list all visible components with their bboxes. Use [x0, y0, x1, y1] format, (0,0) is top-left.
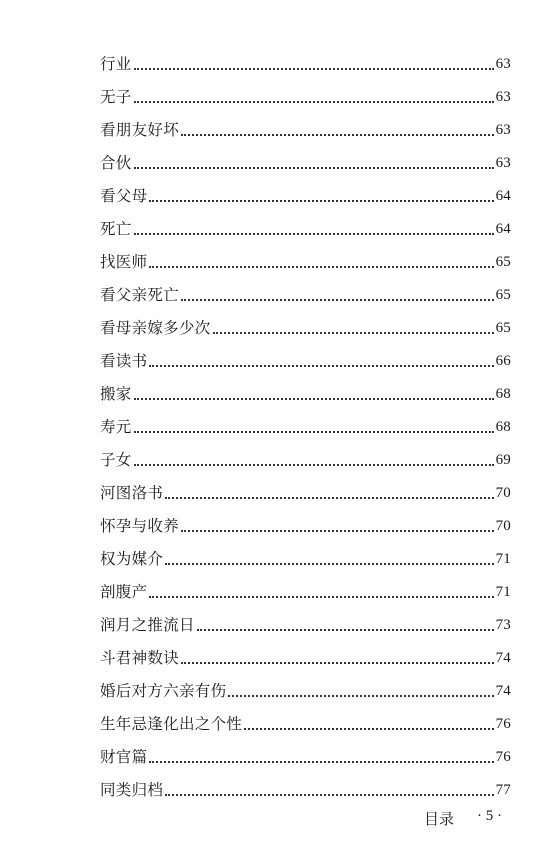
dot-leader — [134, 68, 494, 70]
dot-leader — [134, 167, 494, 169]
toc-entry-title: 生年忌逢化出之个性 — [100, 715, 243, 733]
toc-entry-page-number: 77 — [495, 782, 511, 798]
toc-entry[interactable] — [100, 340, 511, 373]
toc-entry-title: 搬家 — [100, 385, 132, 403]
toc-entry-title: 怀孕与收养 — [100, 517, 180, 535]
toc-entry[interactable] — [100, 505, 511, 538]
toc-entry-page-number: 71 — [495, 551, 511, 567]
toc-entry-title: 剖腹产 — [100, 583, 148, 601]
dot-leader — [149, 200, 493, 202]
toc-entry-page-number: 63 — [495, 122, 511, 138]
toc-entry-title: 看读书 — [100, 352, 148, 370]
footer-page-number: · 5 · — [477, 808, 502, 824]
dot-leader — [213, 332, 494, 334]
toc-entry-page-number: 69 — [495, 452, 511, 468]
dot-leader — [165, 794, 493, 796]
toc-entry-title: 财官篇 — [100, 748, 148, 766]
toc-entry-page-number: 63 — [495, 155, 511, 171]
toc-entry-page-number: 76 — [495, 749, 511, 765]
toc-entry-title: 同类归档 — [100, 781, 164, 799]
dot-leader — [134, 431, 494, 433]
toc-entry[interactable] — [100, 76, 511, 109]
toc-entry[interactable] — [100, 604, 511, 637]
dot-leader — [197, 629, 494, 631]
toc-entry-title: 无子 — [100, 88, 132, 106]
toc-entry[interactable] — [100, 274, 511, 307]
toc-entry-title: 子女 — [100, 451, 132, 469]
toc-entry[interactable] — [100, 703, 511, 736]
toc-entry[interactable] — [100, 736, 511, 769]
toc-entry-title: 找医师 — [100, 253, 148, 271]
toc-entry-title: 看父母 — [100, 187, 148, 205]
toc-entry[interactable] — [100, 307, 511, 340]
dot-leader — [149, 761, 493, 763]
toc-entry[interactable] — [100, 241, 511, 274]
toc-entry-page-number: 65 — [495, 287, 511, 303]
page-footer — [0, 808, 512, 832]
toc-entry-page-number: 65 — [495, 254, 511, 270]
toc-entry-title: 合伙 — [100, 154, 132, 172]
dot-leader — [181, 530, 494, 532]
toc-entry-title: 行业 — [100, 55, 132, 73]
toc-entry-page-number: 73 — [495, 617, 511, 633]
toc-entry-title: 寿元 — [100, 418, 132, 436]
toc-entry[interactable] — [100, 43, 511, 76]
toc-entry-title: 权为媒介 — [100, 550, 164, 568]
toc-entry-page-number: 74 — [495, 650, 511, 666]
toc-entry-title: 死亡 — [100, 220, 132, 238]
dot-leader — [149, 266, 493, 268]
dot-leader — [149, 365, 493, 367]
dot-leader — [228, 695, 493, 697]
toc-entry[interactable] — [100, 208, 511, 241]
dot-leader — [149, 596, 493, 598]
toc-entry-title: 斗君神数诀 — [100, 649, 180, 667]
toc-entry-page-number: 74 — [495, 683, 511, 699]
toc-entry-page-number: 63 — [495, 56, 511, 72]
toc-entry[interactable] — [100, 571, 511, 604]
toc-entry[interactable] — [100, 142, 511, 175]
toc-entry-title: 看父亲死亡 — [100, 286, 180, 304]
toc-entry-page-number: 76 — [495, 716, 511, 732]
toc-entry-page-number: 66 — [495, 353, 511, 369]
toc-entry-page-number: 70 — [495, 485, 511, 501]
toc-entry[interactable] — [100, 175, 511, 208]
dot-leader — [165, 563, 493, 565]
toc-entry[interactable] — [100, 538, 511, 571]
toc-entry-page-number: 65 — [495, 320, 511, 336]
dot-leader — [244, 728, 493, 730]
dot-leader — [181, 134, 494, 136]
toc-entry[interactable] — [100, 637, 511, 670]
dot-leader — [181, 662, 494, 664]
toc-entry[interactable] — [100, 769, 511, 802]
toc-entry-page-number: 68 — [495, 419, 511, 435]
toc-entry[interactable] — [100, 472, 511, 505]
toc-entry-page-number: 68 — [495, 386, 511, 402]
toc-entry[interactable] — [100, 373, 511, 406]
dot-leader — [134, 398, 494, 400]
toc-entry-page-number: 71 — [495, 584, 511, 600]
toc-entry[interactable] — [100, 109, 511, 142]
toc-entry-page-number: 64 — [495, 188, 511, 204]
dot-leader — [181, 299, 494, 301]
toc-entry-title: 河图洛书 — [100, 484, 164, 502]
toc-entry-title: 润月之推流日 — [100, 616, 195, 634]
toc-entry-page-number: 64 — [495, 221, 511, 237]
dot-leader — [134, 233, 494, 235]
toc-entry-page-number: 70 — [495, 518, 511, 534]
toc-entry[interactable] — [100, 670, 511, 703]
dot-leader — [134, 464, 494, 466]
toc-entry-title: 看母亲嫁多少次 — [100, 319, 211, 337]
dot-leader — [165, 497, 493, 499]
footer-section-label: 目录 — [424, 810, 455, 828]
toc-entry-title: 看朋友好坏 — [100, 121, 180, 139]
dot-leader — [134, 101, 494, 103]
table-of-contents — [100, 43, 511, 802]
toc-entry-title: 婚后对方六亲有伤 — [100, 682, 227, 700]
toc-entry-page-number: 63 — [495, 89, 511, 105]
toc-entry[interactable] — [100, 406, 511, 439]
toc-entry[interactable] — [100, 439, 511, 472]
